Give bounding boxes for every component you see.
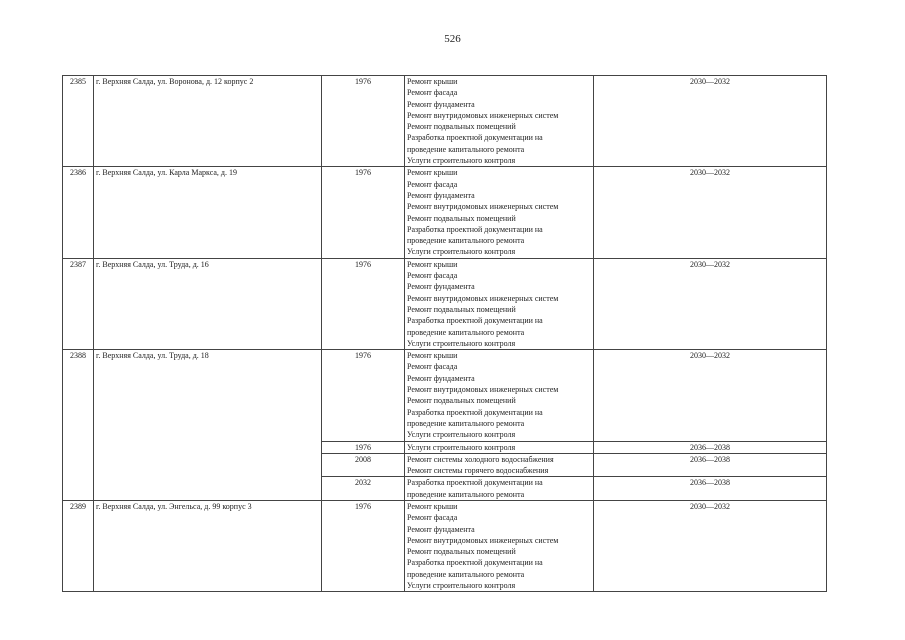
work-item: Ремонт подвальных помещений xyxy=(407,547,516,557)
work-item: Ремонт фасада xyxy=(407,88,458,98)
repair-period: 2036—2038 xyxy=(594,453,827,477)
table-row xyxy=(63,500,827,591)
repair-period: 2030—2032 xyxy=(594,500,827,591)
work-item: Услуги строительного контроля xyxy=(407,247,516,257)
works-list xyxy=(405,477,594,501)
work-item: Разработка проектной документации на xyxy=(407,316,543,326)
construction-year: 1976 xyxy=(322,76,405,167)
repair-period: 2036—2038 xyxy=(594,477,827,501)
record-number: 2385 xyxy=(63,76,94,167)
work-item: Услуги строительного контроля xyxy=(407,442,516,452)
work-item: Услуги строительного контроля xyxy=(407,581,516,591)
work-item: Ремонт фундамента xyxy=(407,282,475,292)
record-number: 2387 xyxy=(63,258,94,349)
work-item: Ремонт внутридомовых инженерных систем xyxy=(407,202,559,212)
works-list xyxy=(405,500,594,591)
work-item: Разработка проектной документации на xyxy=(407,133,543,143)
work-item: Ремонт фундамента xyxy=(407,373,475,383)
repair-period: 2030—2032 xyxy=(594,76,827,167)
work-item: проведение капитального ремонта xyxy=(407,489,525,499)
construction-year: 1976 xyxy=(322,350,405,441)
table-row xyxy=(63,258,827,349)
work-item: Ремонт системы холодного водоснабжения xyxy=(407,454,554,464)
construction-year: 2008 xyxy=(322,453,405,477)
work-item: Ремонт внутридомовых инженерных систем xyxy=(407,293,559,303)
repair-period: 2030—2032 xyxy=(594,258,827,349)
work-item: Услуги строительного контроля xyxy=(407,156,516,166)
work-item: Услуги строительного контроля xyxy=(407,338,516,348)
works-list xyxy=(405,453,594,477)
works-list xyxy=(405,350,594,441)
work-item: Ремонт системы горячего водоснабжения xyxy=(407,466,549,476)
work-item: Разработка проектной документации на xyxy=(407,558,543,568)
work-item: Ремонт фасада xyxy=(407,362,458,372)
work-item: Ремонт подвальных помещений xyxy=(407,396,516,406)
repair-period: 2030—2032 xyxy=(594,350,827,441)
table-row xyxy=(63,167,827,258)
building-address: г. Верхняя Салда, ул. Воронова, д. 12 корпус 2 xyxy=(94,76,322,167)
construction-year: 1976 xyxy=(322,167,405,258)
work-item: Ремонт внутридомовых инженерных систем xyxy=(407,385,559,395)
work-item: проведение капитального ремонта xyxy=(407,327,525,337)
repair-period: 2030—2032 xyxy=(594,167,827,258)
work-item: Ремонт подвальных помещений xyxy=(407,122,516,132)
work-item: Ремонт крыши xyxy=(407,351,458,361)
work-item: Ремонт подвальных помещений xyxy=(407,213,516,223)
construction-year: 1976 xyxy=(322,258,405,349)
building-address: г. Верхняя Салда, ул. Энгельса, д. 99 корпус 3 xyxy=(94,500,322,591)
record-number: 2386 xyxy=(63,167,94,258)
table-row xyxy=(63,350,827,441)
work-item: Ремонт крыши xyxy=(407,77,458,86)
work-item: Ремонт внутридомовых инженерных систем xyxy=(407,110,559,120)
work-item: Ремонт крыши xyxy=(407,259,458,269)
building-address: г. Верхняя Салда, ул. Труда, д. 18 xyxy=(94,350,322,501)
work-item: Ремонт фасада xyxy=(407,179,458,189)
work-item: Ремонт фасада xyxy=(407,513,458,523)
construction-year: 1976 xyxy=(322,500,405,591)
work-item: Ремонт фундамента xyxy=(407,190,475,200)
work-item: Услуги строительного контроля xyxy=(407,430,516,440)
work-item: Ремонт крыши xyxy=(407,501,458,511)
work-item: Разработка проектной документации на xyxy=(407,407,543,417)
work-item: Разработка проектной документации на xyxy=(407,478,543,488)
works-list xyxy=(405,441,594,453)
work-item: проведение капитального ремонта xyxy=(407,236,525,246)
work-item: проведение капитального ремонта xyxy=(407,418,525,428)
building-address: г. Верхняя Салда, ул. Карла Маркса, д. 19 xyxy=(94,167,322,258)
page-number: 526 xyxy=(444,33,461,45)
construction-year: 1976 xyxy=(322,441,405,453)
works-list xyxy=(405,76,594,167)
building-address: г. Верхняя Салда, ул. Труда, д. 16 xyxy=(94,258,322,349)
repair-schedule-table xyxy=(62,75,827,592)
work-item: проведение капитального ремонта xyxy=(407,569,525,579)
work-item: проведение капитального ремонта xyxy=(407,144,525,154)
repair-period: 2036—2038 xyxy=(594,441,827,453)
record-number: 2388 xyxy=(63,350,94,501)
work-item: Ремонт фундамента xyxy=(407,99,475,109)
work-item: Ремонт фасада xyxy=(407,271,458,281)
table-body xyxy=(63,76,827,592)
works-list xyxy=(405,167,594,258)
construction-year: 2032 xyxy=(322,477,405,501)
work-item: Ремонт фундамента xyxy=(407,524,475,534)
work-item: Ремонт подвальных помещений xyxy=(407,304,516,314)
work-item: Ремонт крыши xyxy=(407,168,458,178)
table-row xyxy=(63,76,827,167)
works-list xyxy=(405,258,594,349)
work-item: Ремонт внутридомовых инженерных систем xyxy=(407,535,559,545)
record-number: 2389 xyxy=(63,500,94,591)
work-item: Разработка проектной документации на xyxy=(407,224,543,234)
